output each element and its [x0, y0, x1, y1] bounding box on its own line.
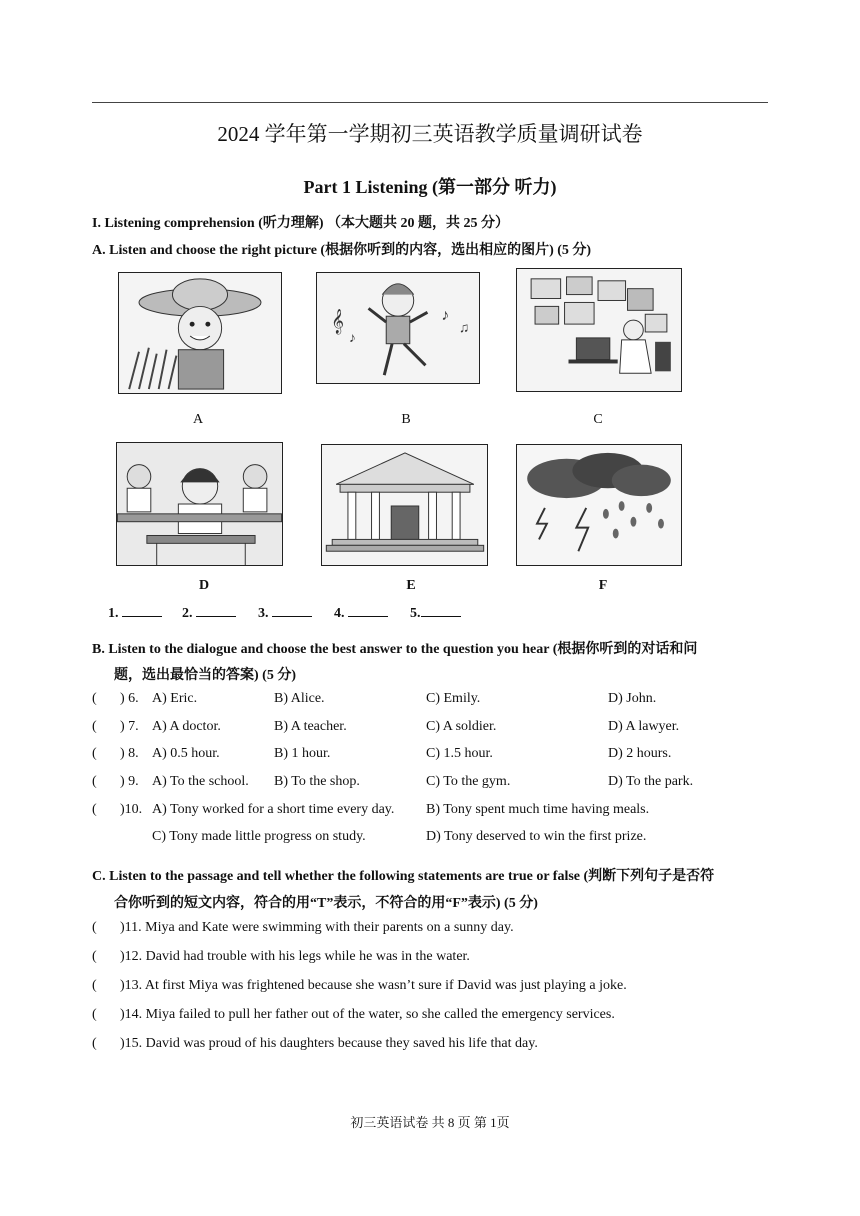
statement-11-paren[interactable]: (: [92, 920, 97, 935]
question-6-option-a: A) Eric.: [152, 691, 198, 706]
question-6-number: ) 6.: [120, 691, 139, 706]
question-8-number: ) 8.: [120, 746, 139, 761]
question-7-paren[interactable]: (: [92, 719, 97, 734]
section-1-heading: I. Listening comprehension (听力理解) （本大题共 20 题，共 25 分）: [92, 216, 510, 231]
question-10-option-a: A) Tony worked for a short time every day.: [152, 802, 395, 817]
museum-building-icon: [321, 444, 488, 566]
statement-13-paren[interactable]: (: [92, 978, 97, 993]
top-rule: [92, 102, 768, 103]
question-10-paren[interactable]: (: [92, 802, 97, 817]
storm-cloud-icon: [516, 444, 682, 566]
svg-text:♫: ♫: [458, 319, 470, 335]
statement-15-paren[interactable]: (: [92, 1036, 97, 1051]
question-8-option-a: A) 0.5 hour.: [152, 746, 220, 761]
question-8-paren[interactable]: (: [92, 746, 97, 761]
girl-dancing-music-icon: [316, 272, 480, 384]
question-9-option-a: A) To the school.: [152, 774, 249, 789]
section-b-heading-cont: 题，选出最恰当的答案) (5 分): [114, 668, 296, 683]
statement-14-paren[interactable]: (: [92, 1007, 97, 1022]
section-b-heading: B. Listen to the dialogue and choose the best answer to the question you hear (根据你听到的对话和问: [92, 642, 698, 657]
answer-blank-3[interactable]: 3.: [258, 604, 312, 622]
question-10-option-c: C) Tony made little progress on study.: [152, 829, 366, 844]
answer-blank-1[interactable]: 1.: [108, 604, 162, 622]
picture-a-label: A: [192, 412, 204, 427]
statement-12: )12. David had trouble with his legs while he was in the water.: [120, 949, 470, 964]
statement-15: )15. David was proud of his daughters because they saved his life that day.: [120, 1036, 538, 1051]
section-c-heading: C. Listen to the passage and tell whether the following statements are true or false (判断下列句子是否符: [92, 869, 715, 884]
question-8-option-c: C) 1.5 hour.: [426, 746, 493, 761]
page-footer: 初三英语试卷 共 8 页 第 1页: [350, 1115, 510, 1130]
picture-f-label: F: [598, 578, 608, 593]
question-10-number: )10.: [120, 802, 143, 817]
answer-blank-4[interactable]: 4.: [334, 604, 388, 622]
question-7-number: ) 7.: [120, 719, 139, 734]
question-7-option-b: B) A teacher.: [274, 719, 347, 734]
question-7-option-c: C) A soldier.: [426, 719, 497, 734]
statement-13: )13. At first Miya was frightened because she wasn’t sure if David was just playing a joke.: [120, 978, 627, 993]
statement-12-paren[interactable]: (: [92, 949, 97, 964]
svg-text:♪: ♪: [441, 307, 450, 325]
question-6-paren[interactable]: (: [92, 691, 97, 706]
statement-14: )14. Miya failed to pull her father out of the water, so she called the emergency services.: [120, 1007, 615, 1022]
picture-b-label: B: [401, 412, 411, 427]
statement-11: )11. Miya and Kate were swimming with their parents on a sunny day.: [120, 920, 514, 935]
picture-d-label: D: [198, 578, 210, 593]
answer-blank-2[interactable]: 2.: [182, 604, 236, 622]
question-9-number: ) 9.: [120, 774, 139, 789]
exam-title: 2024 学年第一学期初三英语教学质量调研试卷: [217, 122, 643, 146]
question-9-paren[interactable]: (: [92, 774, 97, 789]
question-9-option-c: C) To the gym.: [426, 774, 511, 789]
question-6-option-b: B) Alice.: [274, 691, 325, 706]
section-c-heading-cont: 合你听到的短文内容，符合的用“T”表示，不符合的用“F”表示) (5 分): [114, 896, 538, 911]
picture-e-label: E: [406, 578, 416, 593]
question-10-option-d: D) Tony deserved to win the first prize.: [426, 829, 647, 844]
question-8-option-b: B) 1 hour.: [274, 746, 331, 761]
svg-text:♪: ♪: [348, 329, 356, 345]
question-7-option-d: D) A lawyer.: [608, 719, 680, 734]
woman-online-shopping-icon: [516, 268, 682, 392]
students-classroom-icon: [116, 442, 283, 566]
question-6-option-d: D) John.: [608, 691, 657, 706]
question-6-option-c: C) Emily.: [426, 691, 481, 706]
farmer-harvest-icon: [118, 272, 282, 394]
question-8-option-d: D) 2 hours.: [608, 746, 672, 761]
question-9-option-d: D) To the park.: [608, 774, 694, 789]
svg-text:𝄞: 𝄞: [331, 309, 344, 333]
question-7-option-a: A) A doctor.: [152, 719, 221, 734]
answer-blank-5[interactable]: 5.: [410, 604, 461, 622]
question-9-option-b: B) To the shop.: [274, 774, 360, 789]
part-heading: Part 1 Listening (第一部分 听力): [303, 177, 557, 197]
picture-c-label: C: [593, 412, 603, 427]
section-a-heading: A. Listen and choose the right picture (根据你听到的内容，选出相应的图片) (5 分): [92, 243, 592, 258]
question-10-option-b: B) Tony spent much time having meals.: [426, 802, 650, 817]
